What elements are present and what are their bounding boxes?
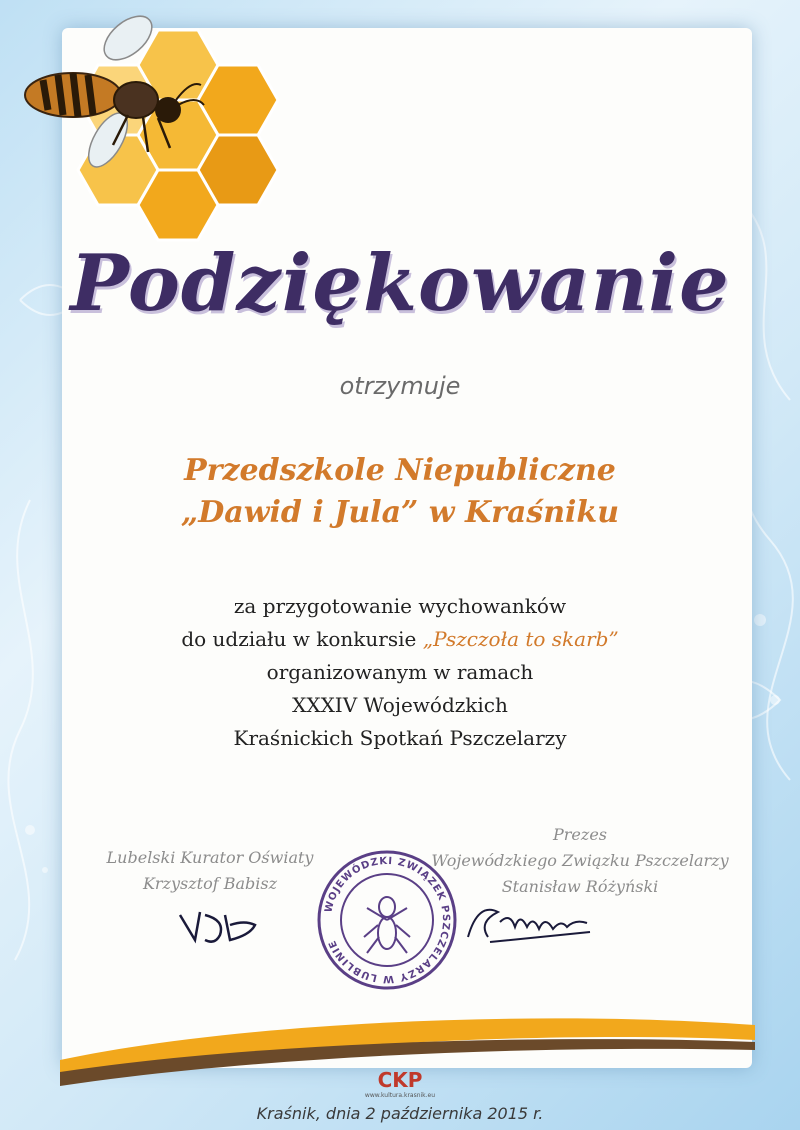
stamp-text: WOJEWÓDZKI ZWIĄZEK PSZCZELARZY W LUBLINIE	[323, 855, 452, 985]
certificate-title: Podziękowanie	[70, 238, 730, 329]
signature-right	[460, 892, 600, 952]
reason-line-2	[0, 623, 800, 656]
ckp-url: www.kultura.krasnik.eu	[364, 1092, 436, 1099]
signatory-right-role: Wojewódzkiego Związku Pszczelarzy	[431, 851, 729, 870]
place-and-date: Kraśnik, dnia 2 października 2015 r.	[256, 1104, 544, 1123]
reason-line-5: Kraśnickich Spotkań Pszczelarzy	[233, 726, 567, 750]
reason-line-3: organizowanym w ramach	[266, 660, 534, 684]
official-stamp	[312, 845, 462, 995]
signatory-left-role: Lubelski Kurator Oświaty	[106, 848, 314, 867]
recipient-name	[0, 450, 800, 534]
recipient-line-2: „Dawid i Jula” w Kraśniku	[180, 495, 620, 530]
signatory-right-name: Stanisław Różyński	[501, 877, 659, 896]
signatory-left-name: Krzysztof Babisz	[142, 874, 278, 893]
signatory-right-title: Prezes	[553, 825, 607, 844]
recipient-line-1: Przedszkole Niepubliczne	[184, 453, 616, 488]
award-reason	[0, 590, 800, 755]
ckp-logo: CKP	[377, 1068, 423, 1092]
contest-name: „Pszczoła to skarb”	[422, 627, 619, 651]
reason-line-1: za przygotowanie wychowanków	[233, 594, 567, 618]
signature-left	[170, 900, 270, 950]
signatory-right	[420, 822, 740, 900]
receives-label: otrzymuje	[339, 372, 461, 400]
reason-line-4: XXXIV Wojewódzkich	[292, 693, 508, 717]
reason-line-2-prefix: do udziału w konkursie	[181, 627, 423, 651]
bee-honeycomb-illustration	[18, 10, 298, 245]
